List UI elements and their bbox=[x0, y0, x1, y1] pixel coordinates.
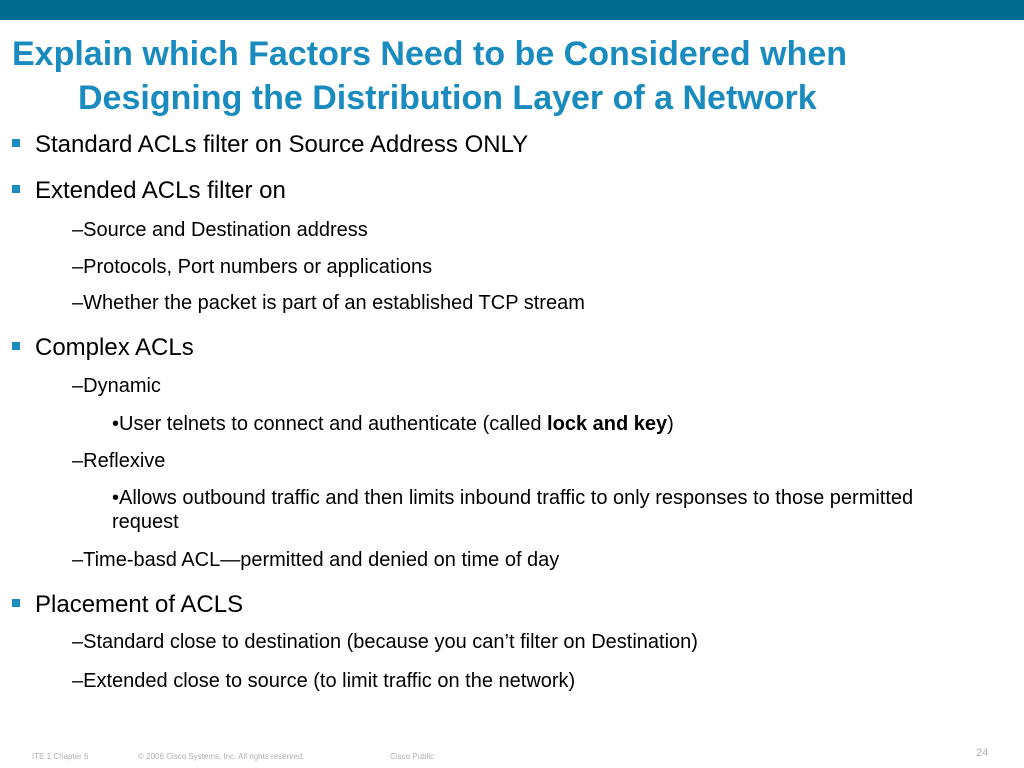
sub-item-time-based: –Time-basd ACL—permitted and denied on time of day bbox=[72, 549, 560, 571]
detail-dynamic-suffix: ) bbox=[667, 413, 674, 435]
square-bullet-icon bbox=[12, 599, 20, 607]
square-bullet-icon bbox=[12, 139, 20, 147]
page-number: 24 bbox=[976, 747, 989, 759]
sub-item-reflexive: –Reflexive bbox=[72, 450, 166, 472]
bullet-text: Standard ACLs filter on Source Address ONLY bbox=[35, 131, 529, 158]
sub-item-standard-placement: –Standard close to destination (because you can’t filter on Destination) bbox=[72, 631, 698, 653]
footer-chapter: ITE 1 Chapter 6 bbox=[32, 752, 89, 761]
sub-item-tcp-stream: –Whether the packet is part of an established TCP stream bbox=[72, 292, 585, 314]
square-bullet-icon bbox=[12, 342, 20, 350]
detail-dynamic bbox=[112, 412, 972, 436]
square-bullet-icon bbox=[12, 185, 20, 193]
bullet-standard-acls bbox=[12, 131, 528, 159]
title-line-1: Explain which Factors Need to be Considered when bbox=[12, 35, 848, 73]
sub-item-source-destination: –Source and Destination address bbox=[72, 219, 368, 241]
title-line-2: Designing the Distribution Layer of a Network bbox=[78, 79, 817, 117]
bullet-text: Extended ACLs filter on bbox=[35, 177, 286, 204]
bullet-extended-acls bbox=[12, 177, 286, 205]
footer-copyright: © 2006 Cisco Systems, Inc. All rights reserved. bbox=[138, 752, 305, 761]
bullet-placement bbox=[12, 591, 243, 619]
sub-item-extended-placement: –Extended close to source (to limit traffic on the network) bbox=[72, 670, 576, 692]
bullet-text: Placement of ACLS bbox=[35, 591, 244, 618]
sub-item-dynamic: –Dynamic bbox=[72, 375, 161, 397]
sub-item-protocols: –Protocols, Port numbers or applications bbox=[72, 256, 433, 278]
detail-dynamic-prefix: •User telnets to connect and authenticate (called bbox=[112, 413, 548, 435]
detail-reflexive: •Allows outbound traffic and then limits inbound traffic to only responses to those permitted request bbox=[112, 487, 914, 533]
footer-classification: Cisco Public bbox=[390, 752, 435, 761]
lock-and-key-term: lock and key bbox=[547, 413, 668, 435]
bullet-text: Complex ACLs bbox=[35, 334, 194, 361]
bullet-complex-acls bbox=[12, 334, 194, 362]
